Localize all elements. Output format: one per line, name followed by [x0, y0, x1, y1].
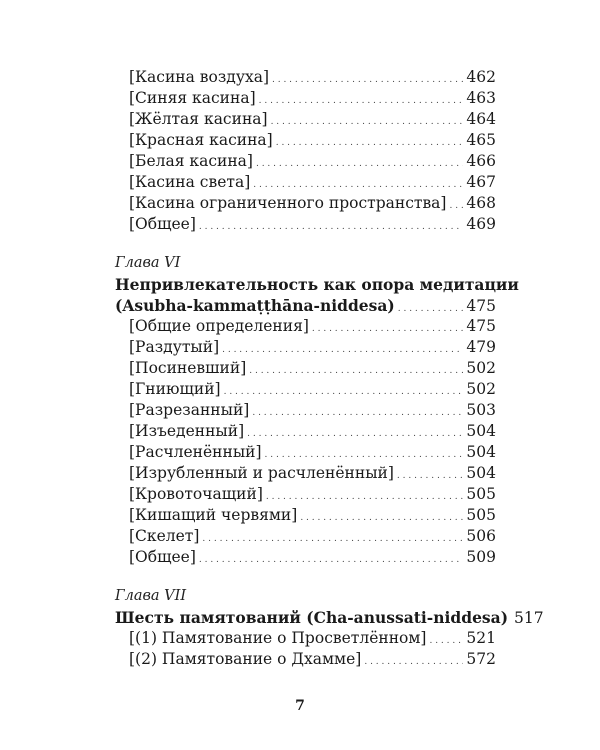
toc-entry-label: [Касина света] — [129, 173, 251, 191]
toc-entry — [129, 109, 496, 130]
chapter-title: Шесть памятований (Cha-anussati-niddesa) — [115, 608, 509, 627]
leader-dots — [199, 214, 464, 238]
toc-entry-label: [(1) Памятование о Просветлённом] — [129, 629, 427, 647]
toc-entry-label: [Общие определения] — [129, 317, 309, 335]
toc-entry-page: 502 — [466, 380, 496, 398]
toc-entry-page: 521 — [466, 629, 496, 647]
toc-entry-page: 505 — [466, 485, 496, 503]
toc-entry — [129, 421, 496, 442]
toc-entry-page: 463 — [466, 89, 496, 107]
toc-entry-page: 468 — [466, 194, 496, 212]
toc-entry-label: [Синяя касина] — [129, 89, 256, 107]
toc-entry-label: [Скелет] — [129, 527, 200, 545]
page-number: 7 — [295, 698, 305, 714]
toc-entry-page: 467 — [466, 173, 496, 191]
toc-entry-page: 479 — [466, 338, 496, 356]
toc-entry — [129, 505, 496, 526]
chapter-title: Непривлекательность как опора медитации — [115, 275, 519, 294]
toc-entry-page: 466 — [466, 152, 496, 170]
toc-entry — [129, 172, 496, 193]
chapter-title-page: 517 — [514, 609, 544, 627]
toc-entry — [129, 67, 496, 88]
chapter-subtitle: (Asubha-kammaṭṭhāna-niddesa) — [115, 296, 395, 315]
toc-entry-page: 504 — [466, 422, 496, 440]
toc-entry-label: [Посиневший] — [129, 359, 247, 377]
chapter-subtitle-page: 475 — [466, 297, 496, 315]
toc-entry — [129, 649, 496, 670]
toc-entry-label: [Касина ограниченного пространства] — [129, 194, 447, 212]
toc-entry-label: [Разрезанный] — [129, 401, 250, 419]
toc-entry-label: [Гниющий] — [129, 380, 221, 398]
toc-entry — [129, 484, 496, 505]
toc-entry-label: [Изрубленный и расчленённый] — [129, 464, 394, 482]
toc-entry-page: 505 — [466, 506, 496, 524]
toc-entry-label: [(2) Памятование о Дхамме] — [129, 650, 362, 668]
toc-entry-label: [Кишащий червями] — [129, 506, 298, 524]
toc-entry-label: [Белая касина] — [129, 152, 253, 170]
toc-entry-label: [Жёлтая касина] — [129, 110, 268, 128]
toc-entry — [129, 316, 496, 337]
toc-entry — [129, 130, 496, 151]
toc-entry-page: 506 — [466, 527, 496, 545]
toc-entry-page: 502 — [466, 359, 496, 377]
toc-entry-label: [Расчленённый] — [129, 443, 262, 461]
chapter-subtitle-entry — [115, 295, 496, 316]
toc-entry-page: 462 — [466, 68, 496, 86]
toc-entry-label: [Касина воздуха] — [129, 68, 269, 86]
toc-entry-label: [Кровоточащий] — [129, 485, 263, 503]
toc-entry-page: 504 — [466, 443, 496, 461]
chapter-label: Глава VI — [115, 255, 181, 271]
toc-entry — [129, 151, 496, 172]
toc-entry — [129, 463, 496, 484]
toc-entry-label: [Изъеденный] — [129, 422, 245, 440]
chapter-title-entry — [115, 607, 544, 628]
chapter-label: Глава VII — [115, 588, 187, 604]
toc-entry — [129, 337, 496, 358]
toc-entry-page: 504 — [466, 464, 496, 482]
toc-entry — [129, 193, 496, 214]
toc-entry-label: [Раздутый] — [129, 338, 220, 356]
toc-entry-page: 572 — [466, 650, 496, 668]
toc-entry-page: 509 — [466, 548, 496, 566]
toc-entry — [129, 526, 496, 547]
toc-entry — [129, 400, 496, 421]
toc-entry-page: 464 — [466, 110, 496, 128]
toc-entry-page: 475 — [466, 317, 496, 335]
toc-entry — [129, 628, 496, 649]
leader-dots — [199, 547, 464, 571]
toc-entry — [129, 214, 496, 235]
leader-dots — [364, 649, 463, 673]
toc-entry-page: 465 — [466, 131, 496, 149]
toc-entry — [129, 358, 496, 379]
toc-entry-label: [Общее] — [129, 548, 196, 566]
toc-entry-page: 503 — [466, 401, 496, 419]
toc-entry-label: [Красная касина] — [129, 131, 273, 149]
toc-entry — [129, 379, 496, 400]
toc-entry — [129, 547, 496, 568]
toc-entry-page: 469 — [466, 215, 496, 233]
toc-entry — [129, 442, 496, 463]
toc-entry — [129, 88, 496, 109]
toc-entry-label: [Общее] — [129, 215, 196, 233]
